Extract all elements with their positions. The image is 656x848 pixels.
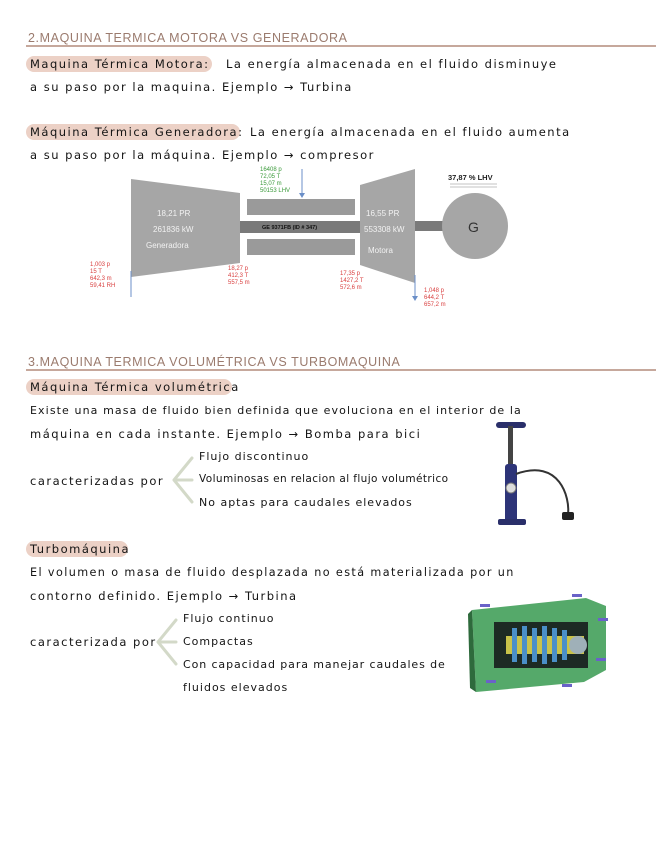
efficiency-label: 37,87 % LHV bbox=[448, 173, 493, 182]
combustor-bottom bbox=[247, 239, 355, 255]
section-3-rule bbox=[26, 369, 656, 371]
compressor-outlet-data: 18,27 p 412,3 T 557,5 m bbox=[228, 266, 250, 286]
compressor-pr: 18,21 PR bbox=[157, 209, 191, 218]
fuel-data: 16408 p 72,05 T 15,07 m 50153 LHV bbox=[260, 167, 291, 194]
turbine-label: Motora bbox=[368, 246, 393, 255]
turbomaquina-item-1: Flujo continuo bbox=[183, 612, 275, 625]
exhaust-data: 1,048 p 644,2 T 657,2 m bbox=[424, 288, 446, 308]
volumetrica-line-2: máquina en cada instante. Ejemplo → Bomba para bici bbox=[30, 427, 422, 441]
motora-definition-line-2: a su paso por la maquina. Ejemplo → Turbina bbox=[30, 80, 353, 94]
generadora-term: Máquina Térmica Generadora: bbox=[30, 125, 244, 139]
turbomaquina-caracterizada: caracterizada por bbox=[30, 635, 157, 649]
generadora-definition-line-2: a su paso por la máquina. Ejemplo → compresor bbox=[30, 148, 375, 162]
generator-letter: G bbox=[468, 219, 479, 235]
turbomaquina-term: Turbomáquina bbox=[30, 542, 130, 556]
shaft-label: GE 9371FB (ID # 347) bbox=[262, 225, 318, 231]
turbine-pr: 16,55 PR bbox=[366, 209, 400, 218]
motora-definition-line-1: La energía almacenada en el fluido disminuye bbox=[226, 57, 558, 71]
generadora-definition-line-1: La energía almacenada en el fluido aumenta bbox=[250, 125, 571, 139]
volumetrica-item-2: Voluminosas en relacion al flujo volumétrico bbox=[199, 473, 449, 485]
turbomaquina-line-1: El volumen o masa de fluido desplazada no está materializada por un bbox=[30, 566, 515, 579]
turbine-inlet-data: 17,35 p 1427,2 T 572,6 m bbox=[340, 271, 364, 291]
turbomaquina-item-4: fluidos elevados bbox=[183, 681, 289, 694]
combustor-top bbox=[247, 199, 355, 215]
compressor-power: 261836 kW bbox=[153, 225, 194, 234]
turbomaquina-item-2: Compactas bbox=[183, 635, 254, 648]
compressor-label: Generadora bbox=[146, 241, 189, 250]
turbine-power: 553308 kW bbox=[364, 225, 405, 234]
motora-term: Maquina Térmica Motora: bbox=[30, 57, 210, 71]
turbomaquina-brace-arrows bbox=[156, 612, 184, 672]
turbomaquina-line-2: contorno definido. Ejemplo → Turbina bbox=[30, 589, 298, 603]
volumetrica-item-1: Flujo discontinuo bbox=[199, 450, 310, 463]
section-3-title: 3.MAQUINA TERMICA VOLUMÉTRICA VS TURBOMAQUINA bbox=[28, 355, 401, 369]
volumetrica-brace-arrows bbox=[172, 450, 200, 510]
bike-pump-image bbox=[490, 418, 585, 530]
volumetrica-term: Máquina Térmica volumétrica bbox=[30, 380, 240, 394]
volumetrica-item-3: No aptas para caudales elevados bbox=[199, 496, 413, 509]
volumetrica-caracterizadas: caracterizadas por bbox=[30, 474, 165, 488]
turbomaquina-item-3: Con capacidad para manejar caudales de bbox=[183, 658, 446, 671]
inlet-data: 1,003 p 15 T 642,3 m 59,41 RH bbox=[90, 262, 116, 289]
gas-turbine-diagram bbox=[85, 163, 515, 313]
turbine-image bbox=[466, 588, 616, 698]
section-2-rule bbox=[26, 45, 656, 47]
section-2-title: 2.MAQUINA TERMICA MOTORA VS GENERADORA bbox=[28, 31, 348, 45]
volumetrica-line-1: Existe una masa de fluido bien definida que evoluciona en el interior de la bbox=[30, 404, 522, 417]
